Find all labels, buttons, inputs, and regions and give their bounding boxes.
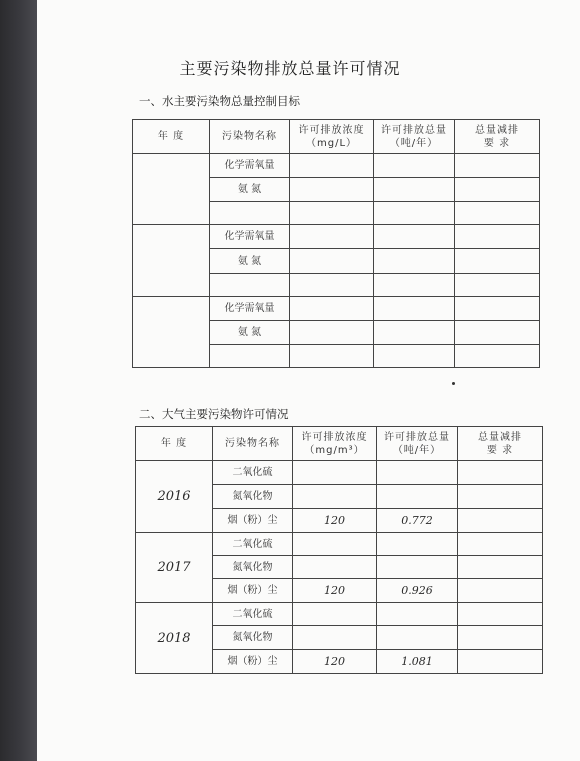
- header-requirement-label: 要 求: [483, 137, 511, 149]
- table-row: [136, 533, 543, 556]
- binder-edge: [0, 0, 37, 761]
- header-year: 年 度: [136, 427, 213, 461]
- total-cell: 1.081: [377, 650, 458, 674]
- requirement-cell: [458, 650, 543, 674]
- concentration-cell: [293, 626, 377, 650]
- concentration-cell: [290, 273, 374, 296]
- header-permit-concentration: [290, 120, 374, 154]
- requirement-cell: [458, 509, 543, 533]
- concentration-cell: 120: [293, 509, 377, 533]
- pollutant-name-cell: 氮氧化物: [213, 626, 293, 650]
- header-permit-total-unit: （吨/年）: [392, 444, 442, 456]
- pollutant-name-cell: 二氧化硫: [213, 533, 293, 556]
- header-pollutant-name: 污染物名称: [213, 427, 293, 461]
- page-title: 主要污染物排放总量许可情况: [179, 59, 401, 78]
- air-table: [135, 426, 543, 674]
- pollutant-name-cell: 氮氧化物: [213, 556, 293, 579]
- paper-speck: [452, 382, 455, 385]
- table-row: [133, 296, 540, 320]
- header-permit-total-label: 许可排放总量: [381, 124, 447, 136]
- year-cell: 2016: [136, 461, 213, 533]
- pollutant-name-cell: [210, 273, 290, 296]
- concentration-cell: [290, 225, 374, 249]
- requirement-cell: [458, 603, 543, 626]
- pollutant-name-cell: 二氧化硫: [213, 603, 293, 626]
- pollutant-name-cell: 二氧化硫: [213, 461, 293, 485]
- header-year: 年 度: [133, 120, 210, 154]
- concentration-cell: [290, 178, 374, 202]
- pollutant-name-cell: 氨 氮: [210, 249, 290, 273]
- total-cell: [374, 249, 455, 273]
- requirement-cell: [455, 296, 540, 320]
- concentration-cell: [293, 603, 377, 626]
- requirement-cell: [455, 178, 540, 202]
- header-permit-concentration-unit: （mg/L）: [305, 137, 358, 149]
- pollutant-name-cell: [210, 344, 290, 367]
- total-cell: [374, 344, 455, 367]
- pollutant-name-cell: 氮氧化物: [213, 485, 293, 509]
- pollutant-name-cell: 化学需氧量: [210, 225, 290, 249]
- requirement-cell: [458, 626, 543, 650]
- year-cell: [133, 296, 210, 367]
- header-reduction-label: 总量减排: [478, 431, 522, 443]
- total-cell: [377, 556, 458, 579]
- year-cell: [133, 154, 210, 225]
- header-pollutant-name: 污染物名称: [210, 120, 290, 154]
- header-reduction-label: 总量减排: [475, 124, 519, 136]
- requirement-cell: [458, 533, 543, 556]
- total-cell: [377, 485, 458, 509]
- pollutant-name-cell: 烟（粉）尘: [213, 650, 293, 674]
- total-cell: [374, 225, 455, 249]
- water-table: [132, 119, 540, 368]
- header-permit-total-unit: （吨/年）: [389, 137, 439, 149]
- pollutant-name-cell: 氨 氮: [210, 178, 290, 202]
- requirement-cell: [458, 556, 543, 579]
- year-cell: 2017: [136, 533, 213, 603]
- concentration-cell: [290, 154, 374, 178]
- requirement-cell: [458, 579, 543, 603]
- header-permit-total: [377, 427, 458, 461]
- concentration-cell: [293, 556, 377, 579]
- requirement-cell: [455, 202, 540, 225]
- header-permit-concentration-unit: （mg/m³）: [304, 444, 365, 456]
- total-cell: [374, 273, 455, 296]
- concentration-cell: [290, 344, 374, 367]
- requirement-cell: [455, 225, 540, 249]
- pollutant-name-cell: 烟（粉）尘: [213, 509, 293, 533]
- requirement-cell: [458, 485, 543, 509]
- requirement-cell: [458, 461, 543, 485]
- concentration-cell: 120: [293, 650, 377, 674]
- requirement-cell: [455, 344, 540, 367]
- water-header-row: [133, 120, 540, 154]
- air-section-title: 二、大气主要污染物许可情况: [139, 407, 289, 421]
- concentration-cell: [293, 533, 377, 556]
- pollutant-name-cell: 烟（粉）尘: [213, 579, 293, 603]
- concentration-cell: [293, 461, 377, 485]
- pollutant-name-cell: 化学需氧量: [210, 154, 290, 178]
- total-cell: [374, 320, 455, 344]
- total-cell: [377, 603, 458, 626]
- header-reduction-requirement: [458, 427, 543, 461]
- year-cell: 2018: [136, 603, 213, 674]
- total-cell: 0.926: [377, 579, 458, 603]
- concentration-cell: 120: [293, 579, 377, 603]
- concentration-cell: [290, 296, 374, 320]
- table-row: [136, 603, 543, 626]
- requirement-cell: [455, 154, 540, 178]
- requirement-cell: [455, 249, 540, 273]
- total-cell: [374, 296, 455, 320]
- concentration-cell: [290, 320, 374, 344]
- header-permit-concentration-label: 许可排放浓度: [301, 431, 368, 443]
- total-cell: [374, 202, 455, 225]
- header-permit-total-label: 许可排放总量: [384, 431, 450, 443]
- total-cell: 0.772: [377, 509, 458, 533]
- water-section-title: 一、水主要污染物总量控制目标: [139, 94, 300, 108]
- pollutant-name-cell: 氨 氮: [210, 320, 290, 344]
- header-reduction-requirement: [455, 120, 540, 154]
- header-permit-concentration: [293, 427, 377, 461]
- concentration-cell: [293, 485, 377, 509]
- year-cell: [133, 225, 210, 296]
- requirement-cell: [455, 273, 540, 296]
- concentration-cell: [290, 202, 374, 225]
- total-cell: [377, 533, 458, 556]
- total-cell: [374, 178, 455, 202]
- pollutant-name-cell: [210, 202, 290, 225]
- table-row: [133, 225, 540, 249]
- header-requirement-label: 要 求: [486, 444, 514, 456]
- header-permit-total: [374, 120, 455, 154]
- total-cell: [377, 626, 458, 650]
- requirement-cell: [455, 320, 540, 344]
- table-row: [136, 461, 543, 485]
- pollutant-name-cell: 化学需氧量: [210, 296, 290, 320]
- table-row: [133, 154, 540, 178]
- header-permit-concentration-label: 许可排放浓度: [298, 124, 365, 136]
- concentration-cell: [290, 249, 374, 273]
- total-cell: [374, 154, 455, 178]
- total-cell: [377, 461, 458, 485]
- air-header-row: [136, 427, 543, 461]
